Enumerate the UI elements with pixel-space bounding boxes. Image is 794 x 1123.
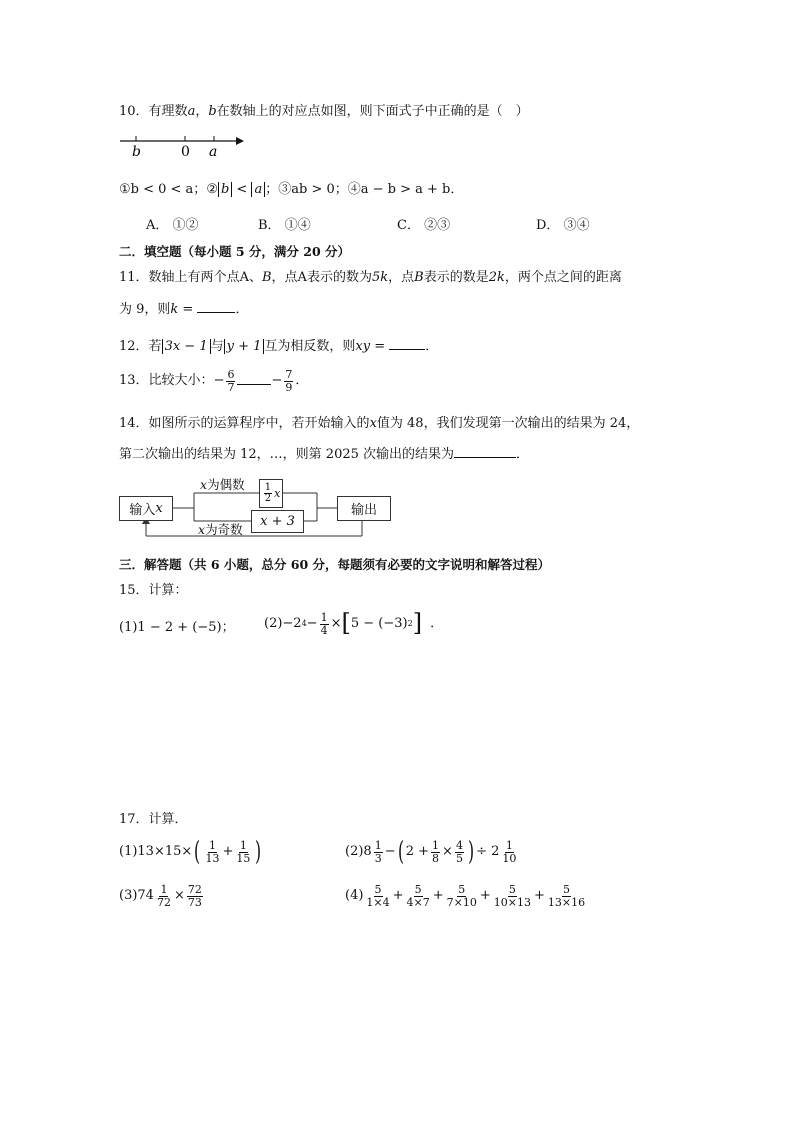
q15-part1: (1)1 − 2 + (−5)； [119, 620, 235, 635]
q17-part1: (1)13×15× ( $\frac{1}{13}$ + $\frac{1}{15}$ ) [119, 836, 262, 867]
q10-option-a: A． ①② [146, 218, 199, 233]
q11-line1: 11．数轴上有两个点A、B，点A表示的数为5k，点B表示的数是2k，两个点之间的距离 [119, 270, 622, 285]
fraction: $\frac{6}{7}$ [227, 368, 235, 394]
flow-odd-label: x为奇数 [198, 522, 243, 537]
answer-blank [237, 384, 271, 385]
fraction: $\frac{7}{9}$ [285, 368, 293, 394]
q11-line2: 为 9，则k = ． [119, 302, 249, 317]
axis-label-b: b [132, 144, 141, 160]
axis-label-0: 0 [181, 144, 190, 160]
flow-output-box: 输出 [337, 496, 391, 521]
q10-option-b: B． ①④ [258, 218, 311, 233]
q17-title: 17．计算． [119, 812, 188, 827]
q13: 13． 比较大小： − $\frac{6}{7}$ − $\frac{7}{9}$ ． [119, 368, 309, 394]
q17-part2: (2)8 $\frac{1}{3}$ − ( 2 + $\frac{1}{8}$ × $\frac{4}{5}$ ) ÷ 2 $\frac{1}{10}$ [345, 836, 517, 867]
q10-option-d: D． ③④ [536, 218, 590, 233]
q10-option-c: C． ②③ [397, 218, 451, 233]
q15-title: 15．计算： [119, 583, 188, 598]
q15-part2: (2)−2 4 − $\frac{1}{4}$ × [ 5 − (−3) 2 ] ． [264, 609, 444, 638]
axis-label-a: a [209, 144, 218, 160]
q10-stem: 10．有理数a，b在数轴上的对应点如图，则下面式子中正确的是（ ） [119, 104, 529, 119]
section-3-heading: 三．解答题（共 6 小题，总分 60 分，每题须有必要的文字说明和解答过程） [119, 557, 551, 572]
answer-blank [197, 312, 235, 313]
flow-input-box: 输入 x [119, 496, 173, 521]
answer-blank [454, 457, 516, 458]
q14-line1: 14．如图所示的运算程序中，若开始输入的x值为 48，我们发现第一次输出的结果为 24， [119, 416, 640, 431]
flow-even-label: x为偶数 [200, 477, 245, 492]
q12: 12．若 3x − 1 与 y + 1 互为相反数，则xy = ． [119, 339, 439, 354]
answer-blank [389, 349, 425, 350]
number-line [118, 132, 246, 162]
q17-part4: (4) $\frac{5}{1\times 4}$ + $\frac{5}{4\times 7}$ + $\frac{5}{7\times 10}$ + $\frac{5}{10\times 13}$ + $\frac{5}{13\times 16}$ [345, 883, 586, 909]
q10-statements: ①b < 0 < a；② b < a ；③ab > 0；④a − b > a + b． [119, 182, 464, 197]
flow-plus3-box: x + 3 [251, 510, 304, 533]
q14-line2: 第二次输出的结果为 12，…，则第 2025 次输出的结果为 ． [119, 447, 530, 462]
q17-part3: (3)74 $\frac{1}{72}$ × $\frac{72}{73}$ [119, 883, 202, 909]
flow-half-box: $\frac{1}{2}$ x [259, 479, 283, 508]
fraction: $\frac{1}{4}$ [320, 611, 328, 637]
section-2-heading: 二．填空题（每小题 5 分，满分 20 分） [119, 244, 351, 259]
